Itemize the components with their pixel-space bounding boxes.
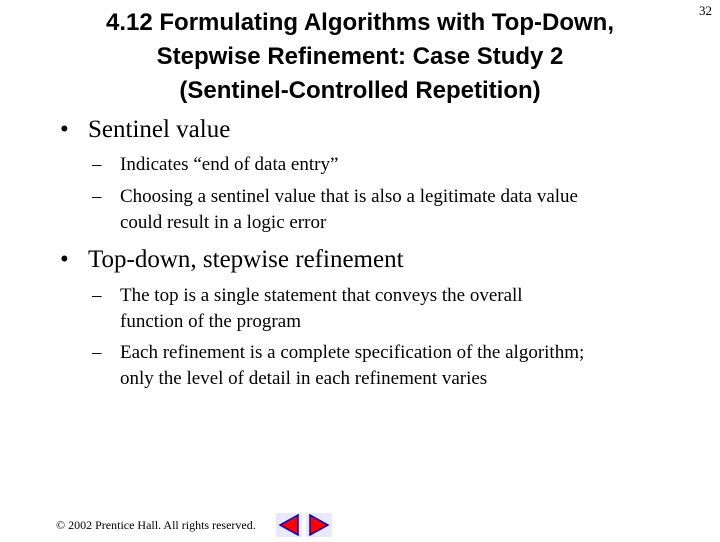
- sub-bullet-marker: –: [92, 154, 102, 175]
- sub-bullet-marker: –: [92, 285, 102, 306]
- right-arrow-icon: [306, 513, 332, 537]
- bullet-marker: •: [60, 116, 69, 143]
- title-line-2: Stepwise Refinement: Case Study 2: [156, 43, 564, 70]
- sub-bullet-text: [120, 184, 680, 236]
- next-slide-button[interactable]: [306, 513, 332, 537]
- sub-bullet-text: [120, 340, 680, 392]
- slide-title: [40, 6, 680, 108]
- title-line-3: (Sentinel-Controlled Repetition): [179, 77, 541, 104]
- slide-number: 32: [699, 3, 712, 18]
- sub-bullet-text: [120, 283, 680, 335]
- sub-bullet-line: Each refinement is a complete specification of the algorithm;: [120, 342, 585, 363]
- sub-bullet-line: Choosing a sentinel value that is also a legitimate data value: [120, 186, 578, 207]
- sub-bullet-line: only the level of detail in each refinement varies: [120, 368, 488, 389]
- previous-slide-button[interactable]: [276, 513, 302, 537]
- sub-bullet-marker: –: [92, 186, 102, 207]
- bullet-text: Sentinel value: [88, 116, 231, 143]
- bullet-text: Top-down, stepwise refinement: [88, 246, 404, 273]
- sub-bullet-line: function of the program: [120, 311, 301, 332]
- bullet-marker: •: [60, 246, 69, 273]
- sub-bullet-marker: –: [92, 342, 102, 363]
- sub-bullet-line: The top is a single statement that conveys the overall: [120, 285, 523, 306]
- title-line-1: 4.12 Formulating Algorithms with Top-Down,: [106, 9, 614, 36]
- sub-bullet-line: Indicates “end of data entry”: [120, 154, 339, 175]
- sub-bullet-text: [120, 152, 680, 178]
- left-arrow-icon: [276, 513, 302, 537]
- copyright-footer: © 2002 Prentice Hall. All rights reserved.: [56, 518, 256, 532]
- slide-navigation: [276, 513, 332, 537]
- sub-bullet-line: could result in a logic error: [120, 212, 327, 233]
